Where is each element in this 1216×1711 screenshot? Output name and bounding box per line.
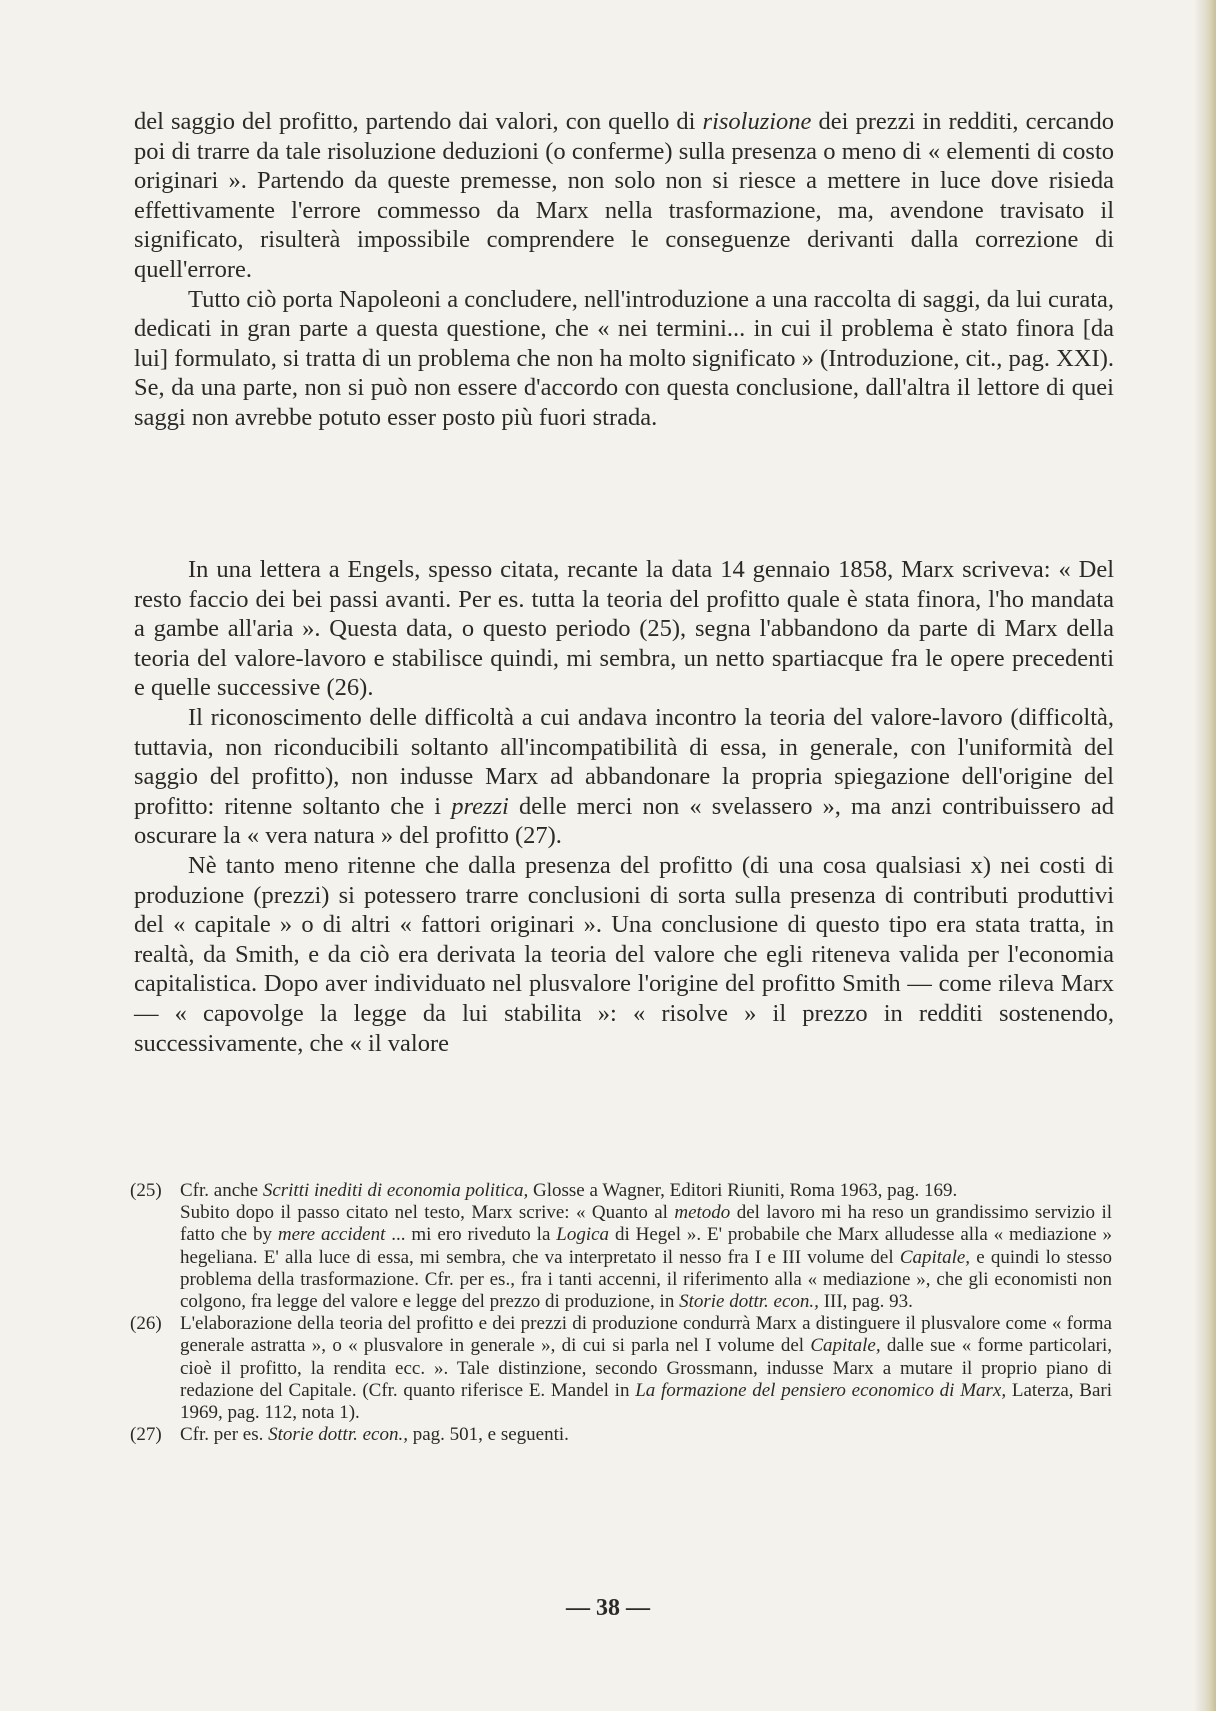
text-run: del lavoro mi ha reso un grandissimo servizio il fatto che by	[180, 1202, 1112, 1246]
text-run: Il riconoscimento delle difficoltà a cui andava incontro la teoria del valore-lavoro (difficoltà, tuttavia, non riconducibili soltanto all'incompatibilità di essa, in generale, con l'uniformità del saggio del profitto), non indusse Marx ad abbandonare la propria spiegazione dell'origine del profitto: ritenne soltanto che i	[134, 703, 1114, 820]
page-number: — 38 —	[566, 1595, 650, 1621]
text-block-upper	[134, 107, 1114, 433]
footnote-body	[180, 1424, 1112, 1446]
text-run: di Hegel ». E' probabile che Marx alludesse alla « mediazione » hegeliana. E' alla luce di essa, mi sembra, che va interpretato il nesso fra I e III volume del	[180, 1224, 1112, 1268]
text-run: Glosse a Wagner, Editori Riuniti, Roma 1963, pag. 169.	[528, 1180, 958, 1201]
text-run: Laterza, Bari 1969, pag. 112, nota 1).	[180, 1379, 1112, 1424]
text-run: ... mi ero riveduto la	[385, 1224, 557, 1246]
text-block-lower	[134, 555, 1114, 1058]
footnote-body	[180, 1180, 1112, 1313]
text-run: Cfr. per es.	[180, 1424, 269, 1446]
italic-run: Storie dottr. econ.,	[679, 1291, 819, 1313]
footnote-body	[180, 1313, 1112, 1424]
italic-run: Capitale,	[810, 1335, 881, 1357]
italic-run: Capitale,	[899, 1246, 971, 1268]
text-run: L'elaborazione della teoria del profitto e dei prezzi di produzione condurrà Marx a distinguere il plusvalore come « forma generale astratta », o « plusvalore in generale », di cui si parla nel I volume del	[180, 1313, 1112, 1357]
footnote-number: (27)	[130, 1424, 162, 1446]
italic-run: metodo	[674, 1202, 731, 1224]
paragraph	[134, 703, 1114, 851]
paragraph: In una lettera a Engels, spesso citata, recante la data 14 gennaio 1858, Marx scriveva: « Del resto faccio dei bei passi avanti. Per es. tutta la teoria del profitto quale è stata finora, l'ho mandata a gambe all'aria ». Questa data, o questo periodo (25), segna l'abbandono da parte di Marx della teoria del valore-lavoro e stabilisce quindi, mi sembra, un netto spartiacque fra le opere precedenti e quelle successive (26).	[134, 556, 1114, 702]
footnote-number: (26)	[130, 1313, 162, 1335]
text-run: e quindi lo stesso problema della trasformazione. Cfr. per es., fra i tanti accenni, il riferimento alla « mediazione », che gli economisti non colgono, fra legge del valore e legge del prezzo di produzione, in	[180, 1246, 1112, 1313]
italic-run: La formazione del pensiero economico di Marx,	[635, 1379, 1007, 1401]
italic-run: Logica	[556, 1224, 610, 1246]
binding-gutter	[1194, 0, 1202, 1711]
italic-run: risoluzione	[702, 108, 812, 135]
paragraph: del saggio del profitto, partendo dai valori, con quello di risoluzione dei prezzi in redditi, cercando poi di trarre da tale risoluzione deduzioni (o conferme) sulla presenza o meno di « elementi di costo originari ». Partendo da queste premesse, non solo non si riesce a mettere in luce dove risieda effettivamente l'errore commesso da Marx nella trasformazione, ma, avendone travisato il significato, risulterà impossibile comprendere le conseguenze derivanti dalla correzione di quell'errore.	[134, 108, 1114, 283]
text-run: Subito dopo il passo citato nel testo, Marx scrive: « Quanto al	[180, 1202, 675, 1224]
footnotes	[130, 1180, 1112, 1446]
text-run: pag. 501, e seguenti.	[407, 1424, 569, 1446]
text-run: dalle sue « forme particolari, cioè il profitto, la rendita ecc. ». Tale distinzione, secondo Grossmann, indusse Marx a mutare il proprio piano di redazione del Capitale. (Cfr. quanto riferisce E. Mandel in	[180, 1335, 1112, 1401]
text-run: Cfr. anche	[180, 1180, 263, 1201]
italic-run: Storie dottr. econ.,	[268, 1424, 408, 1446]
italic-run: Scritti inediti di economia politica,	[262, 1180, 529, 1201]
page-edge	[1202, 0, 1216, 1711]
footnote-27	[130, 1424, 1112, 1446]
text-run: III, pag. 93.	[818, 1291, 913, 1313]
paragraph: Tutto ciò porta Napoleoni a concludere, nell'introduzione a una raccolta di saggi, da lui curata, dedicati in gran parte a questa questione, che « nei termini... in cui il problema è stato finora [da lui] formulato, si tratta di un problema che non ha molto significato » (Introduzione, cit., pag. XXI). Se, da una parte, non si può non essere d'accordo con questa conclusione, dall'altra il lettore di quei saggi non avrebbe potuto esser posto più fuori strada.	[134, 285, 1114, 431]
italic-run: prezzi	[451, 792, 509, 820]
italic-run: mere accident	[277, 1224, 386, 1246]
footnote-25	[130, 1180, 1112, 1313]
text-run: delle merci non « svelassero », ma anzi contribuissero ad oscurare la « vera natura » del profitto (27).	[134, 792, 1114, 850]
paragraph: Nè tanto meno ritenne che dalla presenza del profitto (di una cosa qualsiasi x) nei costi di produzione (prezzi) si potessero trarre conclusioni di sorta sulla presenza di contributi produttivi del « capitale » o di altri « fattori originari ». Una conclusione di questo tipo era stata tratta, in realtà, da Smith, e da ciò era derivata la teoria del valore che egli riteneva valida per l'economia capitalistica. Dopo aver individuato nel plusvalore l'origine del profitto Smith — come rileva Marx — « capovolge la legge da lui stabilita »: « risolve » il prezzo in redditi sostenendo, successivamente, che « il valore	[134, 851, 1114, 1057]
footnote-26	[130, 1313, 1112, 1424]
footnote-number: (25)	[130, 1180, 162, 1201]
